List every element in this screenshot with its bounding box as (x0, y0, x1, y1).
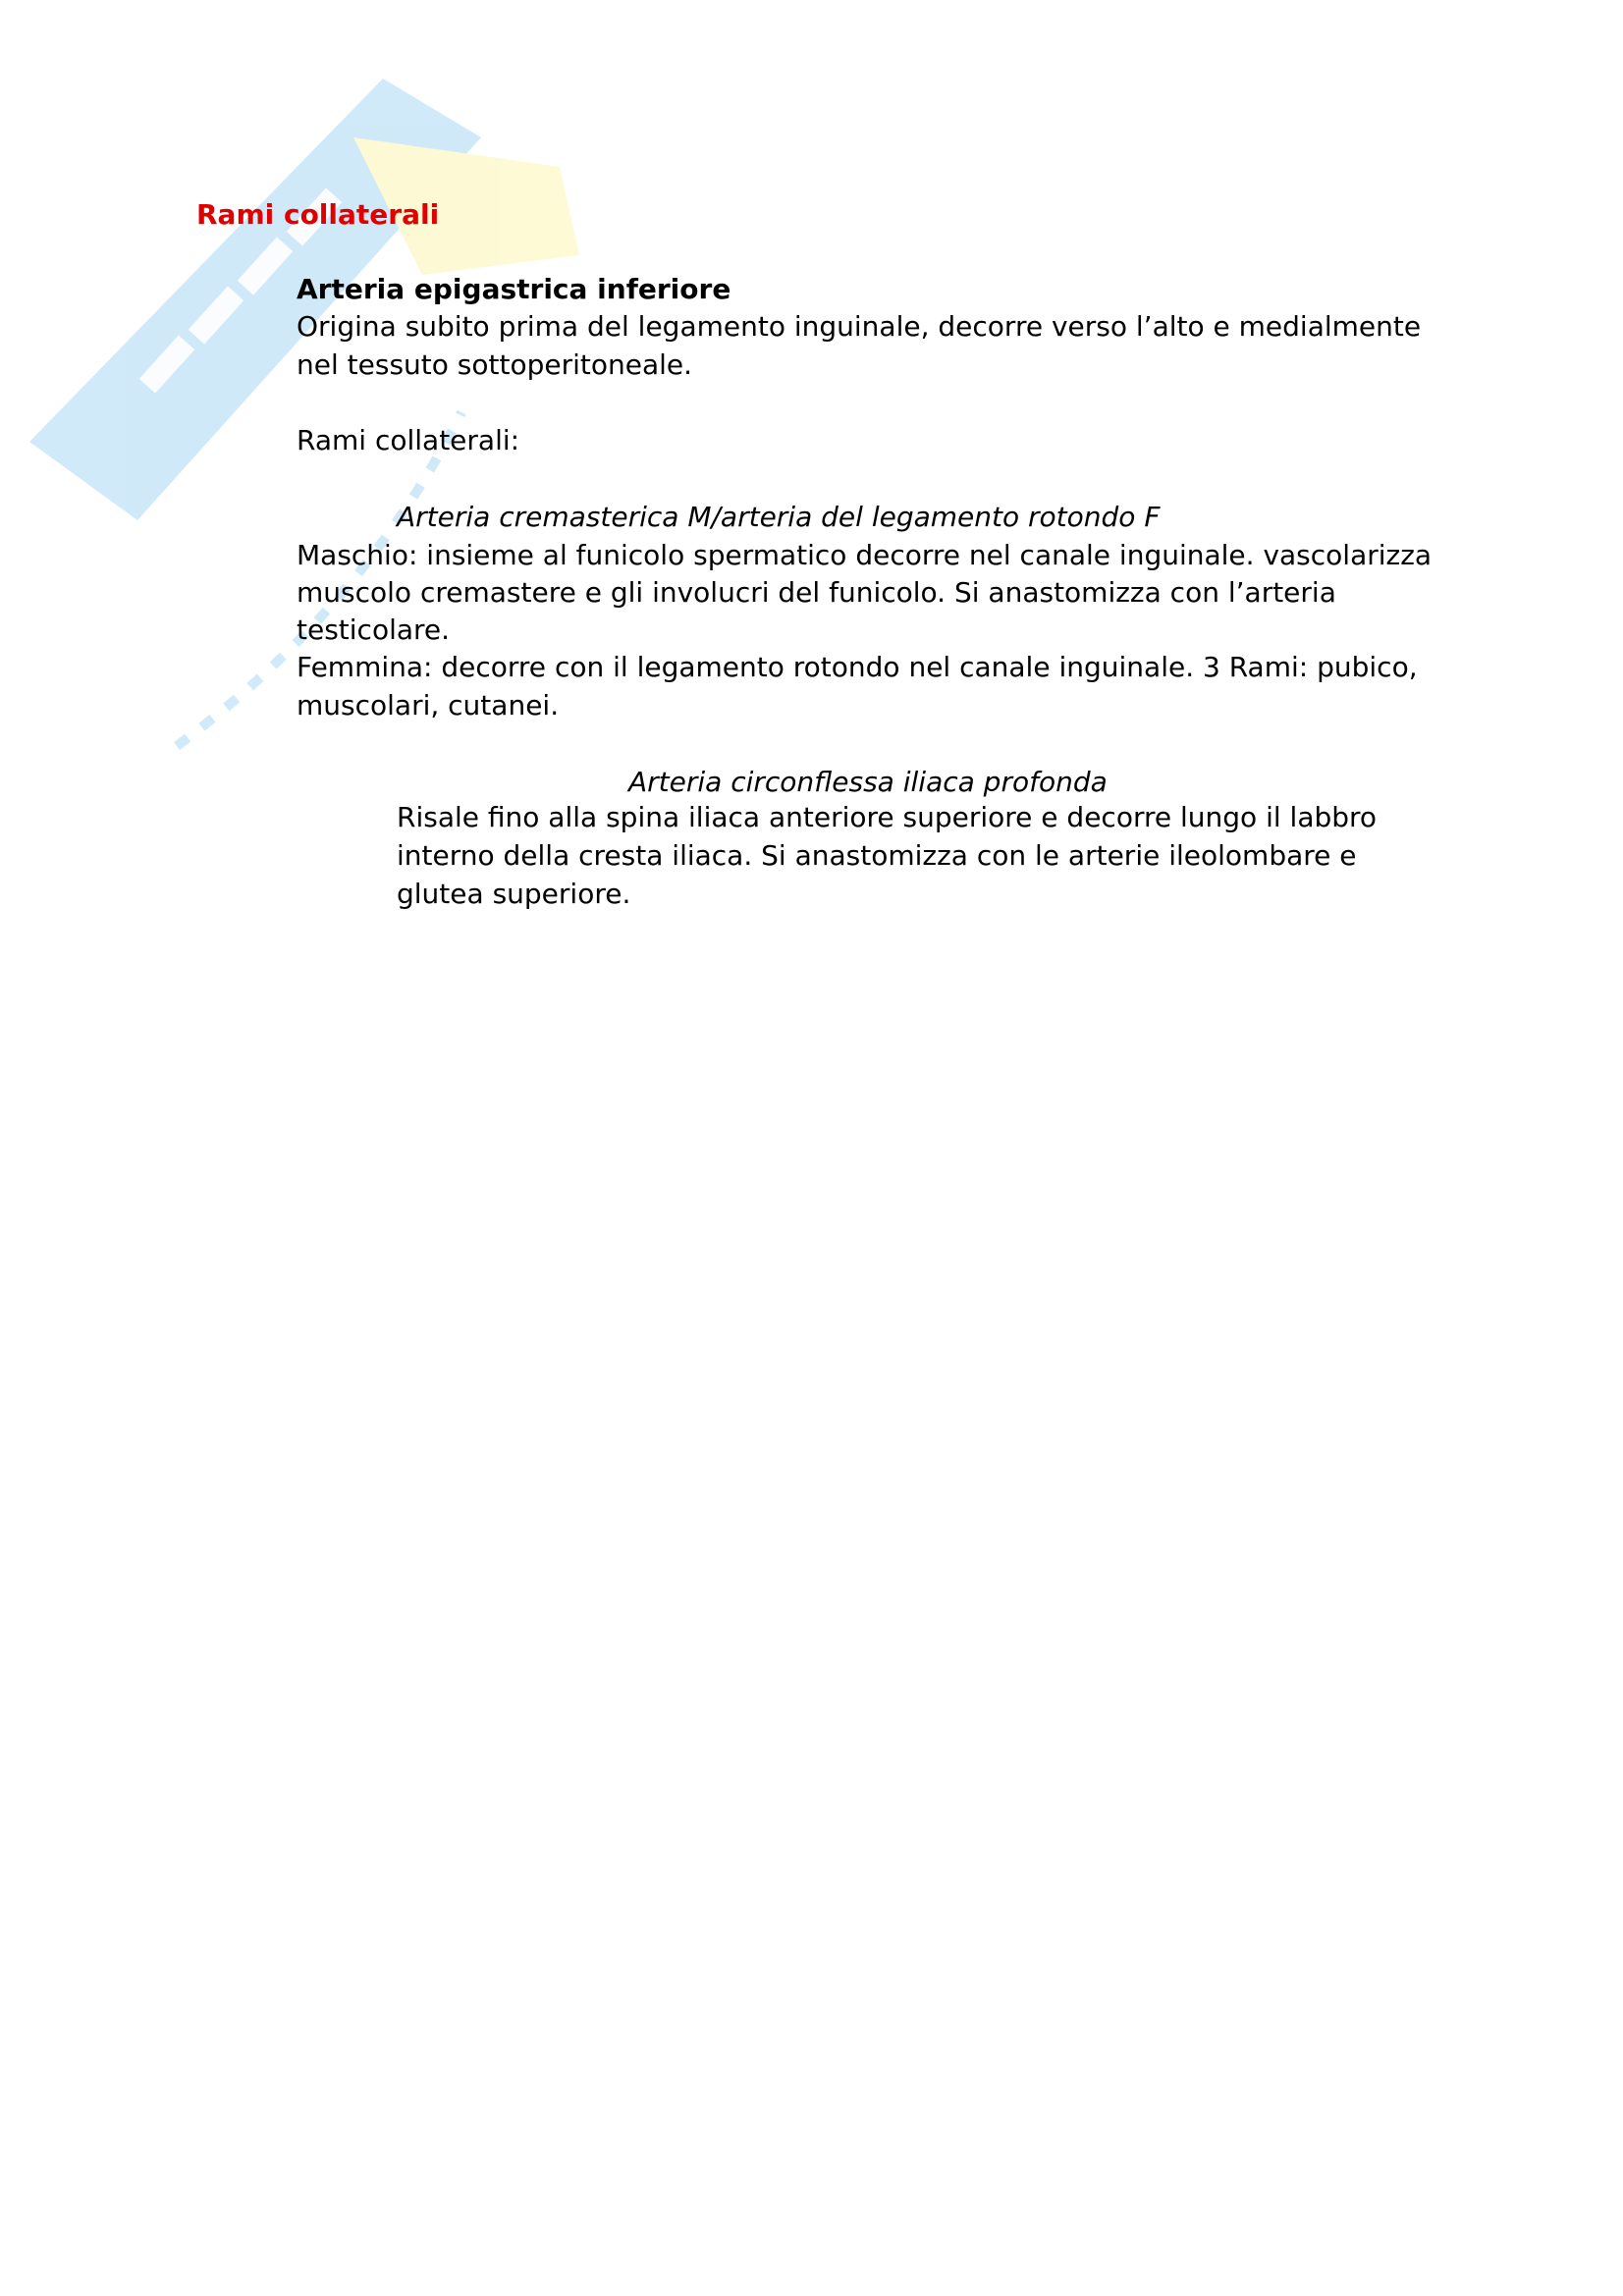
epigastrica-line-2: nel tessuto sottoperitoneale. (297, 348, 693, 381)
cremasterica-line-5: muscolari, cutanei. (297, 689, 560, 721)
cremasterica-title: Arteria cremasterica M/arteria del legamento rotondo F (397, 501, 1161, 533)
circonflessa-title: Arteria circonflessa iliaca profonda (628, 766, 1108, 798)
cremasterica-line-1: Maschio: insieme al funicolo spermatico decorre nel canale inguinale. vascolarizza (297, 539, 1433, 571)
circonflessa-line-2: interno della cresta iliaca. Si anastomizza con le arterie ileolombare e (397, 839, 1357, 872)
cremasterica-line-2: muscolo cremastere e gli involucri del funicolo. Si anastomizza con l’arteria (297, 576, 1336, 609)
section-title: Rami collaterali (196, 198, 440, 231)
circonflessa-line-3: glutea superiore. (397, 878, 631, 910)
epigastrica-title: Arteria epigastrica inferiore (297, 273, 731, 305)
cremasterica-line-4: Femmina: decorre con il legamento rotondo nel canale inguinale. 3 Rami: pubico, (297, 651, 1418, 683)
circonflessa-line-1: Risale fino alla spina iliaca anteriore superiore e decorre lungo il labbro (397, 801, 1378, 833)
rami-collaterali-subheading: Rami collaterali: (297, 424, 520, 456)
cremasterica-line-3: testicolare. (297, 614, 451, 646)
epigastrica-line-1: Origina subito prima del legamento inguinale, decorre verso l’alto e medialmente (297, 310, 1422, 343)
